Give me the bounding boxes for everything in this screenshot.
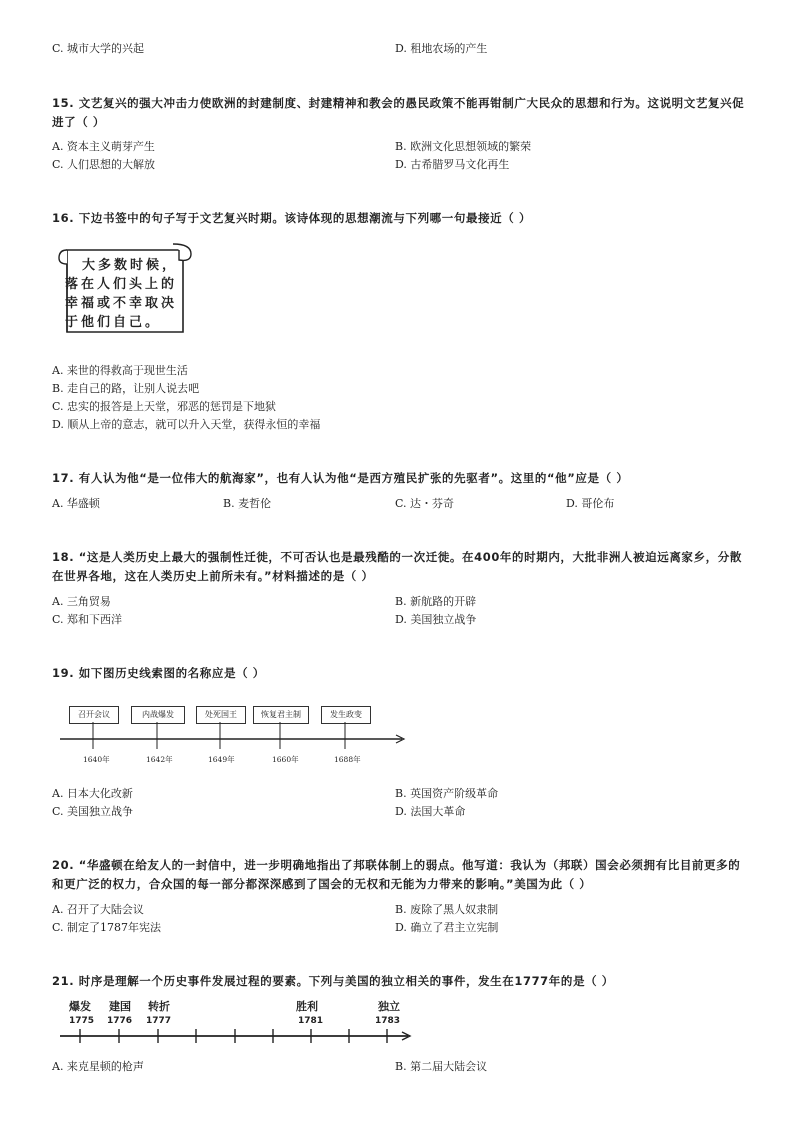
q17-option-b: B. 麦哲伦 [223, 497, 272, 510]
scroll-line-3: 幸福或不幸取决 [65, 296, 178, 311]
q15-stem-line1: 15. 文艺复兴的强大冲击力使欧洲的封建制度、封建精神和教会的愚民政策不能再钳制广大民众的思想和行为。这说明文艺复兴促 [52, 96, 745, 110]
q20-stem-line1: 20. “华盛顿在给友人的一封信中，进一步明确地指出了邦联体制上的弱点。他写道：我认为（邦联）国会必须拥有比目前更多的 [52, 858, 741, 872]
timeline-year-1: 1640年 [83, 755, 110, 764]
q18-option-a: A. 三角贸易 [52, 595, 111, 608]
q14-option-d: D. 租地农场的产生 [395, 42, 488, 55]
q21-option-a: A. 来克星顿的枪声 [52, 1060, 144, 1073]
q16-option-d: D. 顺从上帝的意志，就可以升入天堂，获得永恒的幸福 [52, 418, 321, 431]
timeline-year-5: 1688年 [334, 755, 361, 764]
timeline2-label-1: 爆发 [69, 1000, 91, 1013]
q18-stem-line1: 18. “这是人类历史上最大的强制性迁徙，不可否认也是最残酷的一次迁徙。在400年的时期内，大批非洲人被迫远离家乡，分散 [52, 550, 742, 564]
timeline-event-3: 处死国王 [196, 706, 246, 724]
q20-option-b: B. 废除了黑人奴隶制 [395, 903, 499, 916]
timeline2-label-4: 胜利 [296, 1000, 318, 1013]
timeline-axis [58, 722, 408, 752]
q15-option-a: A. 资本主义萌芽产生 [52, 140, 155, 153]
q19-option-b: B. 英国资产阶级革命 [395, 787, 499, 800]
timeline2-year-1: 1775 [69, 1016, 95, 1026]
timeline2-year-4: 1781 [298, 1016, 324, 1026]
q21-stem: 21. 时序是理解一个历史事件发展过程的要素。下列与美国的独立相关的事件，发生在1777年的是（ ） [52, 974, 614, 988]
q18-option-b: B. 新航路的开辟 [395, 595, 477, 608]
scroll-line-4: 于他们自己。 [65, 315, 162, 330]
timeline-year-3: 1649年 [208, 755, 235, 764]
q21-option-b: B. 第二届大陆会议 [395, 1060, 488, 1073]
q16-option-b: B. 走自己的路，让别人说去吧 [52, 382, 200, 395]
scroll-line-2: 落在人们头上的 [65, 277, 178, 292]
timeline-event-5: 发生政变 [321, 706, 371, 724]
timeline-event-1: 召开会议 [69, 706, 119, 724]
q15-option-b: B. 欧洲文化思想领域的繁荣 [395, 140, 532, 153]
q15-option-c: C. 人们思想的大解放 [52, 158, 156, 171]
timeline2-label-3: 转折 [148, 1000, 170, 1013]
q20-option-c: C. 制定了1787年宪法 [52, 921, 162, 934]
q19-option-c: C. 美国独立战争 [52, 805, 134, 818]
q20-stem-line2: 和更广泛的权力，合众国的每一部分都深深感到了国会的无权和无能为力带来的影响。”美国为此（ ） [52, 877, 592, 891]
timeline2-axis [58, 1026, 418, 1050]
timeline-event-4: 恢复君主制 [253, 706, 309, 724]
timeline2-year-5: 1783 [375, 1016, 401, 1026]
q20-option-d: D. 确立了君主立宪制 [395, 921, 499, 934]
q15-option-d: D. 古希腊罗马文化再生 [395, 158, 510, 171]
q18-stem-line2: 在世界各地，这在人类历史上前所未有。”材料描述的是（ ） [52, 569, 374, 583]
q16-option-a: A. 来世的得救高于现世生活 [52, 364, 188, 377]
q17-option-d: D. 哥伦布 [566, 497, 615, 510]
q19-stem: 19. 如下图历史线索图的名称应是（ ） [52, 666, 265, 680]
q14-option-c: C. 城市大学的兴起 [52, 42, 145, 55]
q16-stem: 16. 下边书签中的句子写于文艺复兴时期。该诗体现的思想潮流与下列哪一句最接近（ ） [52, 211, 532, 225]
q17-option-a: A. 华盛顿 [52, 497, 100, 510]
timeline-event-2: 内战爆发 [131, 706, 185, 724]
q15-stem-line2: 进了（ ） [52, 115, 106, 129]
q19-option-d: D. 法国大革命 [395, 805, 466, 818]
q20-option-a: A. 召开了大陆会议 [52, 903, 144, 916]
q18-option-c: C. 郑和下西洋 [52, 613, 123, 626]
timeline-year-4: 1660年 [272, 755, 299, 764]
q17-option-c: C. 达・芬奇 [395, 497, 455, 510]
timeline-year-2: 1642年 [146, 755, 173, 764]
timeline2-year-3: 1777 [146, 1016, 172, 1026]
timeline2-year-2: 1776 [107, 1016, 133, 1026]
q19-option-a: A. 日本大化改新 [52, 787, 133, 800]
timeline2-label-5: 独立 [378, 1000, 400, 1013]
q18-option-d: D. 美国独立战争 [395, 613, 477, 626]
q17-stem: 17. 有人认为他“是一位伟大的航海家”，也有人认为他“是西方殖民扩张的先驱者”。这里的“他”应是（ ） [52, 471, 629, 485]
timeline2-label-2: 建国 [109, 1000, 131, 1013]
scroll-line-1: 大多数时候， [82, 258, 179, 273]
q16-option-c: C. 忠实的报答是上天堂，邪恶的惩罚是下地狱 [52, 400, 277, 413]
